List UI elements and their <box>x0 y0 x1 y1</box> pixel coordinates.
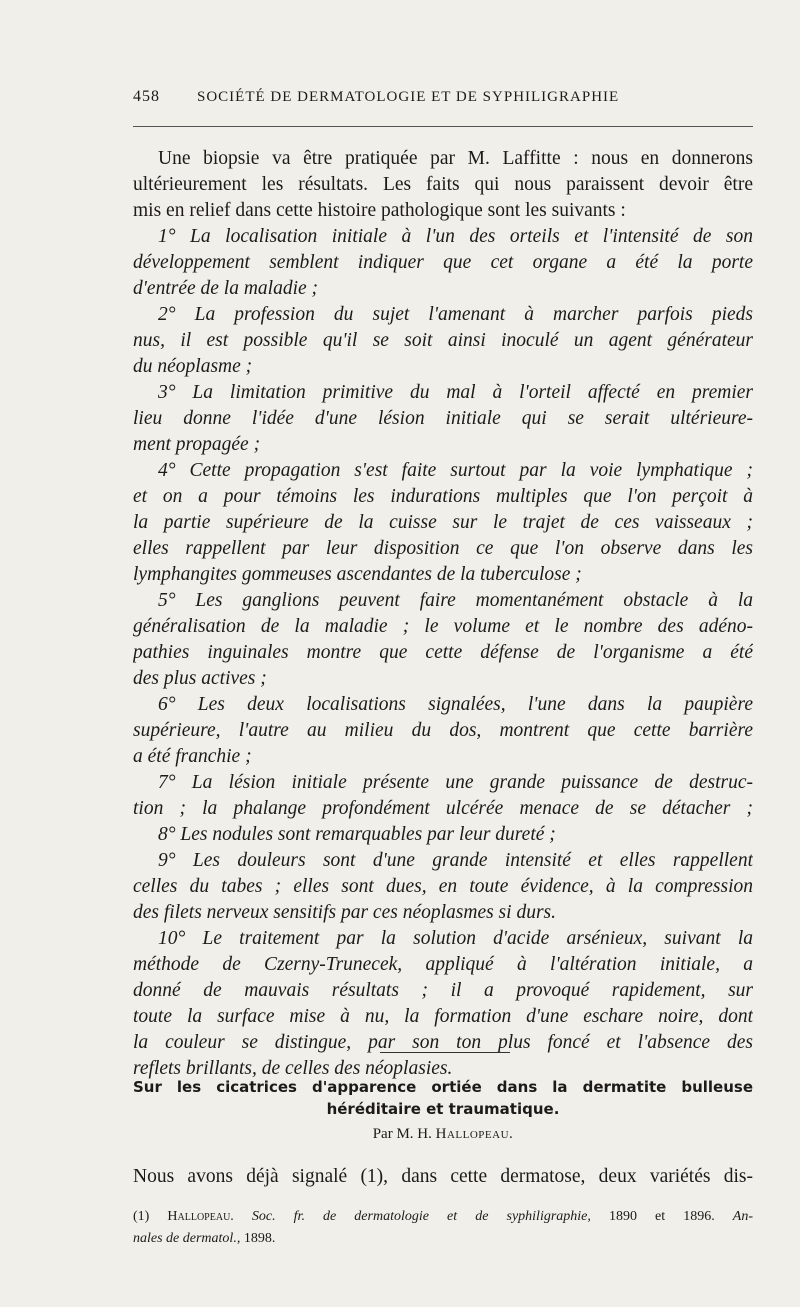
body-line: d'entrée de la maladie ; <box>133 278 319 299</box>
body-line: Une biopsie va être pratiquée par M. Laffitte : nous en donnerons <box>158 148 753 169</box>
body-line: ultérieurement les résultats. Les faits qui nous paraissent devoir être <box>133 174 753 195</box>
body-line: développement semblent indiquer que cet organe a été la porte <box>133 252 753 273</box>
body-line: elles rappellent par leur disposition ce que l'on observe dans les <box>133 538 753 559</box>
body-line: a été franchie ; <box>133 746 252 767</box>
body-line: généralisation de la maladie ; le volume et le nombre des adéno- <box>133 616 753 637</box>
footnote-source2-end: nales de dermatol., <box>133 1231 241 1246</box>
body-line: 8° Les nodules sont remarquables par leur dureté ; <box>158 824 556 845</box>
body-line: lymphangites gommeuses ascendantes de la tuberculose ; <box>133 564 582 585</box>
body-line: 2° La profession du sujet l'amenant à marcher parfois pieds <box>158 304 753 325</box>
body-line: nus, il est possible qu'il se soit ainsi inoculé un agent générateur <box>133 330 753 351</box>
body-line: du néoplasme ; <box>133 356 253 377</box>
article-title-line-1: Sur les cicatrices d'apparence ortiée dans la dermatite bulleuse <box>133 1078 753 1096</box>
body-line: toute la surface mise à nu, la formation d'une eschare noire, dont <box>133 1006 753 1027</box>
footnote-source: Soc. fr. de dermatologie et de syphiligraphie, <box>251 1209 591 1224</box>
body-line: des filets nerveux sensitifs par ces néoplasmes si durs. <box>133 902 556 923</box>
footnote-author: Hallopeau. <box>167 1209 234 1224</box>
body-line: mis en relief dans cette histoire pathologique sont les suivants : <box>133 200 626 221</box>
footnote-source2-start: An- <box>732 1209 754 1224</box>
body-line: 9° Les douleurs sont d'une grande intensité et elles rappellent <box>158 850 753 871</box>
header-rule <box>133 126 753 127</box>
body-line: la partie supérieure de la cuisse sur le trajet de ces vaisseaux ; <box>133 512 753 533</box>
running-title: SOCIÉTÉ DE DERMATOLOGIE ET DE SYPHILIGRAPHIE <box>197 89 620 105</box>
body-line: la couleur se distingue, par son ton plus foncé et l'absence des <box>133 1032 753 1053</box>
body-line: supérieure, l'autre au milieu du dos, montrent que cette barrière <box>133 720 753 741</box>
body-line: pathies inguinales montre que cette défense de l'organisme a été <box>133 642 753 663</box>
body-line: celles du tabes ; elles sont dues, en toute évidence, à la compression <box>133 876 753 897</box>
body-line: tion ; la phalange profondément ulcérée menace de se détacher ; <box>133 798 753 819</box>
footnote-line-1 <box>133 1206 753 1228</box>
article-byline <box>133 1126 753 1143</box>
footnote-years: 1890 et 1896. <box>608 1209 715 1224</box>
footnote <box>133 1206 753 1250</box>
footnote-year2: 1898. <box>243 1231 276 1246</box>
footnote-line-2 <box>133 1228 753 1250</box>
body-line: donné de mauvais résultats ; il a provoqué rapidement, sur <box>133 980 753 1001</box>
article-title-line-2: héréditaire et traumatique. <box>326 1100 560 1118</box>
article-intro-line: Nous avons déjà signalé (1), dans cette dermatose, deux variétés dis- <box>133 1166 753 1187</box>
body-line: 10° Le traitement par la solution d'acide arsénieux, suivant la <box>158 928 753 949</box>
body-line: 1° La localisation initiale à l'un des orteils et l'intensité de son <box>158 226 753 247</box>
body-line: 4° Cette propagation s'est faite surtout par la voie lymphatique ; <box>158 460 753 481</box>
body-line: 5° Les ganglions peuvent faire momentanément obstacle à la <box>158 590 753 611</box>
body-line: et on a pour témoins les indurations multiples que l'on perçoit à <box>133 486 753 507</box>
running-header <box>133 88 753 106</box>
body-line: méthode de Czerny-Trunecek, appliqué à l'altération initiale, a <box>133 954 753 975</box>
body-line: 6° Les deux localisations signalées, l'une dans la paupière <box>158 694 753 715</box>
body-text <box>133 146 753 1082</box>
byline-author: Hallopeau. <box>435 1126 514 1142</box>
footnote-marker: (1) <box>133 1209 150 1224</box>
section-separator <box>380 1052 510 1053</box>
body-line: reflets brillants, de celles des néoplasies. <box>133 1058 453 1079</box>
body-line: ment propagée ; <box>133 434 261 455</box>
body-line: 3° La limitation primitive du mal à l'orteil affecté en premier <box>158 382 753 403</box>
body-line: des plus actives ; <box>133 668 267 689</box>
byline-prefix: Par M. H. <box>372 1126 432 1142</box>
body-line: 7° La lésion initiale présente une grande puissance de destruc- <box>158 772 753 793</box>
page-number: 458 <box>133 88 160 105</box>
body-line: lieu donne l'idée d'une lésion initiale qui se serait ultérieure- <box>133 408 753 429</box>
